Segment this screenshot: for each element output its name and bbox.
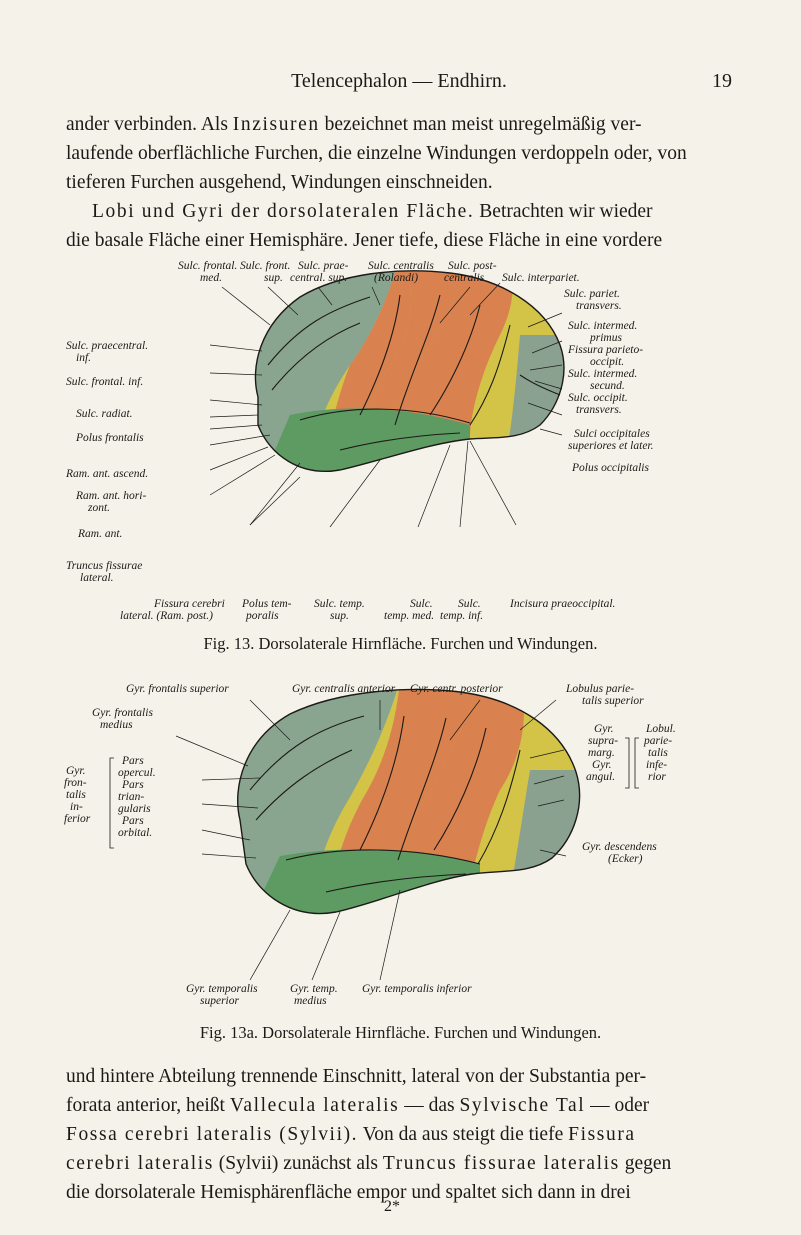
text-line: — das: [404, 1095, 455, 1116]
label-sulc-temp-inf: Sulc.: [458, 598, 481, 610]
label-sulc-praecentral-inf-b: inf.: [76, 352, 92, 364]
label-gyr-supramarg: Gyr.: [594, 723, 614, 735]
figure-13-drawing: [0, 255, 801, 685]
label-sulc-postcentralis: Sulc. post-: [448, 260, 497, 272]
text-line: tieferen Furchen ausgehend, Windungen einschneiden.: [66, 172, 493, 193]
label-sulc-intermed-primus: Sulc. intermed.: [568, 320, 638, 332]
label-truncus-fissurae-b: lateral.: [80, 572, 114, 584]
label-sulc-temp-med: Sulc.: [410, 598, 433, 610]
label-gyr-supramarg-b: supra-: [588, 735, 619, 747]
label-gyr-angul-b: angul.: [586, 771, 616, 783]
label-polus-temporalis: Polus tem-: [242, 598, 292, 610]
label-gyr-temporalis-inferior: Gyr. temporalis inferior: [362, 983, 472, 995]
text-line: laufende oberflächliche Furchen, die einzelne Windungen verdoppeln oder, von: [66, 143, 687, 164]
label-gyr-descendens: Gyr. descendens: [582, 841, 657, 853]
label-sulc-centralis-b: (Rolandi): [374, 272, 419, 284]
label-sulc-front-sup: Sulc. front.: [240, 260, 291, 272]
spaced-term: Fissura: [568, 1124, 636, 1145]
label-truncus-fissurae: Truncus fissurae: [66, 560, 143, 572]
label-lobul-parietalis-inferior-d: infe-: [646, 759, 668, 771]
label-sulc-centralis: Sulc. centralis: [368, 260, 434, 272]
label-polus-occipitalis: Polus occipitalis: [572, 462, 649, 474]
label-incisura-praeoccipital: Incisura praeoccipital.: [510, 598, 616, 610]
page-number: 19: [712, 70, 732, 92]
label-sulc-pariet-transvers: Sulc. pariet.: [564, 288, 620, 300]
label-fissura-parieto-occipit: Fissura parieto-: [568, 344, 644, 356]
label-polus-temporalis-b: poralis: [246, 610, 279, 622]
label-sulc-praecentral-inf: Sulc. praecentral.: [66, 340, 149, 352]
label-ram-ant: Ram. ant.: [78, 528, 123, 540]
label-sulc-praecentral-sup: Sulc. prae-: [298, 260, 349, 272]
label-gyr-supramarg-c: marg.: [588, 747, 615, 759]
label-gyr-temporalis-superior-b: superior: [200, 995, 239, 1007]
text-line: — oder: [590, 1095, 650, 1116]
label-sulc-frontal-med: Sulc. frontal.: [178, 260, 238, 272]
label-fissura-cerebri-lateral: Fissura cerebri: [154, 598, 225, 610]
label-gyr-temp-medius-b: medius: [294, 995, 327, 1007]
label-gyr-frontalis-medius-b: medius: [100, 719, 133, 731]
label-gyr-frontalis-inferior-4: in-: [70, 801, 83, 813]
text-line: die basale Fläche einer Hemisphäre. Jener tiefe, diese Fläche in eine vordere: [66, 230, 663, 251]
text-line: Von da aus steigt die tiefe: [362, 1124, 564, 1145]
signature-mark: 2*: [384, 1198, 400, 1215]
intro-paragraph: [66, 110, 732, 255]
label-gyr-frontalis-inferior-2: fron-: [64, 777, 87, 789]
label-sulc-intermed-secund-b: secund.: [590, 380, 625, 392]
label-pars-opercul: Pars: [122, 755, 144, 767]
text-line: gegen: [624, 1153, 672, 1174]
label-lobulus-parietalis-superior-b: talis superior: [582, 695, 644, 707]
label-pars-triangularis-b: trian-: [118, 791, 145, 803]
label-gyr-temp-medius: Gyr. temp.: [290, 983, 338, 995]
label-gyr-frontalis-inferior: Gyr.: [66, 765, 86, 777]
label-sulc-occipit-transvers-b: transvers.: [576, 404, 622, 416]
label-ram-ant-horizont: Ram. ant. hori-: [76, 490, 147, 502]
label-sulc-pariet-transvers-b: transvers.: [576, 300, 622, 312]
text-line: bezeichnet man meist unregelmäßig ver-: [324, 114, 642, 135]
figure-13a: [0, 680, 801, 1110]
label-ram-ant-ascend: Ram. ant. ascend.: [66, 468, 149, 480]
figure-13a-caption: Fig. 13a. Dorsolaterale Hirnfläche. Furchen und Windungen.: [199, 1023, 602, 1042]
label-sulci-occipitales-b: superiores et later.: [568, 440, 654, 452]
outro-paragraph: [66, 1062, 732, 1207]
label-lobul-parietalis-inferior-b: parie-: [644, 735, 673, 747]
label-pars-triangularis: Pars: [122, 779, 144, 791]
label-sulc-intermed-primus-b: primus: [590, 332, 622, 344]
label-sulc-front-sup-b: sup.: [264, 272, 283, 284]
figure-13-caption: Fig. 13. Dorsolaterale Hirnfläche. Furchen und Windungen.: [203, 634, 598, 653]
spaced-term: Inzisuren: [232, 114, 320, 135]
label-sulc-interpariet: Sulc. interpariet.: [502, 272, 580, 284]
text-line: Betrachten wir wieder: [479, 201, 653, 222]
text-line: ander verbinden. Als: [66, 114, 228, 135]
label-gyr-frontalis-inferior-5: ferior: [64, 813, 91, 825]
label-pars-orbital-b: orbital.: [118, 827, 153, 839]
label-gyr-descendens-b: (Ecker): [608, 853, 643, 865]
brain-regions: [240, 255, 600, 485]
label-pars-opercul-b: opercul.: [118, 767, 156, 779]
label-gyr-centralis-anterior: Gyr. centralis anterior: [292, 683, 396, 695]
label-sulc-temp-med-b: temp. med.: [384, 610, 435, 622]
label-lobul-parietalis-inferior-e: rior: [648, 771, 666, 783]
label-lobul-parietalis-inferior-c: talis: [648, 747, 668, 759]
spaced-term: cerebri lateralis: [66, 1153, 214, 1174]
figure-13: [0, 255, 801, 685]
label-sulc-intermed-secund: Sulc. intermed.: [568, 368, 638, 380]
label-sulc-frontal-med-b: med.: [200, 272, 223, 284]
spaced-term: Truncus fissurae lateralis: [382, 1153, 620, 1174]
label-gyr-frontalis-inferior-3: talis: [66, 789, 86, 801]
text-line: und hintere Abteilung trennende Einschnitt, lateral von der Substantia per-: [66, 1066, 647, 1087]
label-gyr-angul: Gyr.: [592, 759, 612, 771]
label-sulc-temp-inf-b: temp. inf.: [440, 610, 484, 622]
text-line: forata anterior, heißt: [66, 1095, 225, 1116]
running-title: Telencephalon — Endhirn.: [291, 70, 507, 92]
label-sulc-temp-sup: Sulc. temp.: [314, 598, 365, 610]
spaced-term: Vallecula lateralis: [229, 1095, 400, 1116]
label-gyr-temporalis-superior: Gyr. temporalis: [186, 983, 258, 995]
label-sulc-radiat: Sulc. radiat.: [76, 408, 133, 420]
text-line: die dorsolaterale Hemisphärenfläche empor und spaltet sich dann in drei: [66, 1182, 631, 1203]
spaced-term: Sylvische Tal: [459, 1095, 586, 1116]
label-gyr-centr-posterior: Gyr. centr. posterior: [410, 683, 503, 695]
label-sulc-frontal-inf: Sulc. frontal. inf.: [66, 376, 144, 388]
label-sulc-occipit-transvers: Sulc. occipit.: [568, 392, 628, 404]
label-pars-orbital: Pars: [122, 815, 144, 827]
label-sulci-occipitales: Sulci occipitales: [574, 428, 650, 440]
running-header: [66, 70, 732, 96]
label-sulc-praecentral-sup-b: central. sup.: [290, 272, 348, 284]
label-sulc-temp-sup-b: sup.: [330, 610, 349, 622]
label-fissura-parieto-occipit-b: occipit.: [590, 356, 625, 368]
label-polus-frontalis: Polus frontalis: [76, 432, 144, 444]
label-fissura-cerebri-lateral-b: lateral. (Ram. post.): [120, 610, 213, 622]
label-gyr-frontalis-medius: Gyr. frontalis: [92, 707, 153, 719]
text-line: (Sylvii) zunächst als: [218, 1153, 379, 1174]
figure-13a-drawing: [0, 680, 801, 1110]
label-ram-ant-horizont-b: zont.: [88, 502, 111, 514]
spaced-term: Fossa cerebri lateralis (Sylvii).: [66, 1124, 359, 1145]
label-lobulus-parietalis-superior: Lobulus parie-: [566, 683, 635, 695]
label-gyr-frontalis-superior: Gyr. frontalis superior: [126, 683, 229, 695]
section-heading: Lobi und Gyri der dorsolateralen Fläche.: [92, 201, 475, 222]
label-pars-triangularis-c: gularis: [118, 803, 151, 815]
label-lobul-parietalis-inferior: Lobul.: [646, 723, 676, 735]
label-sulc-postcentralis-b: centralis: [444, 272, 485, 284]
